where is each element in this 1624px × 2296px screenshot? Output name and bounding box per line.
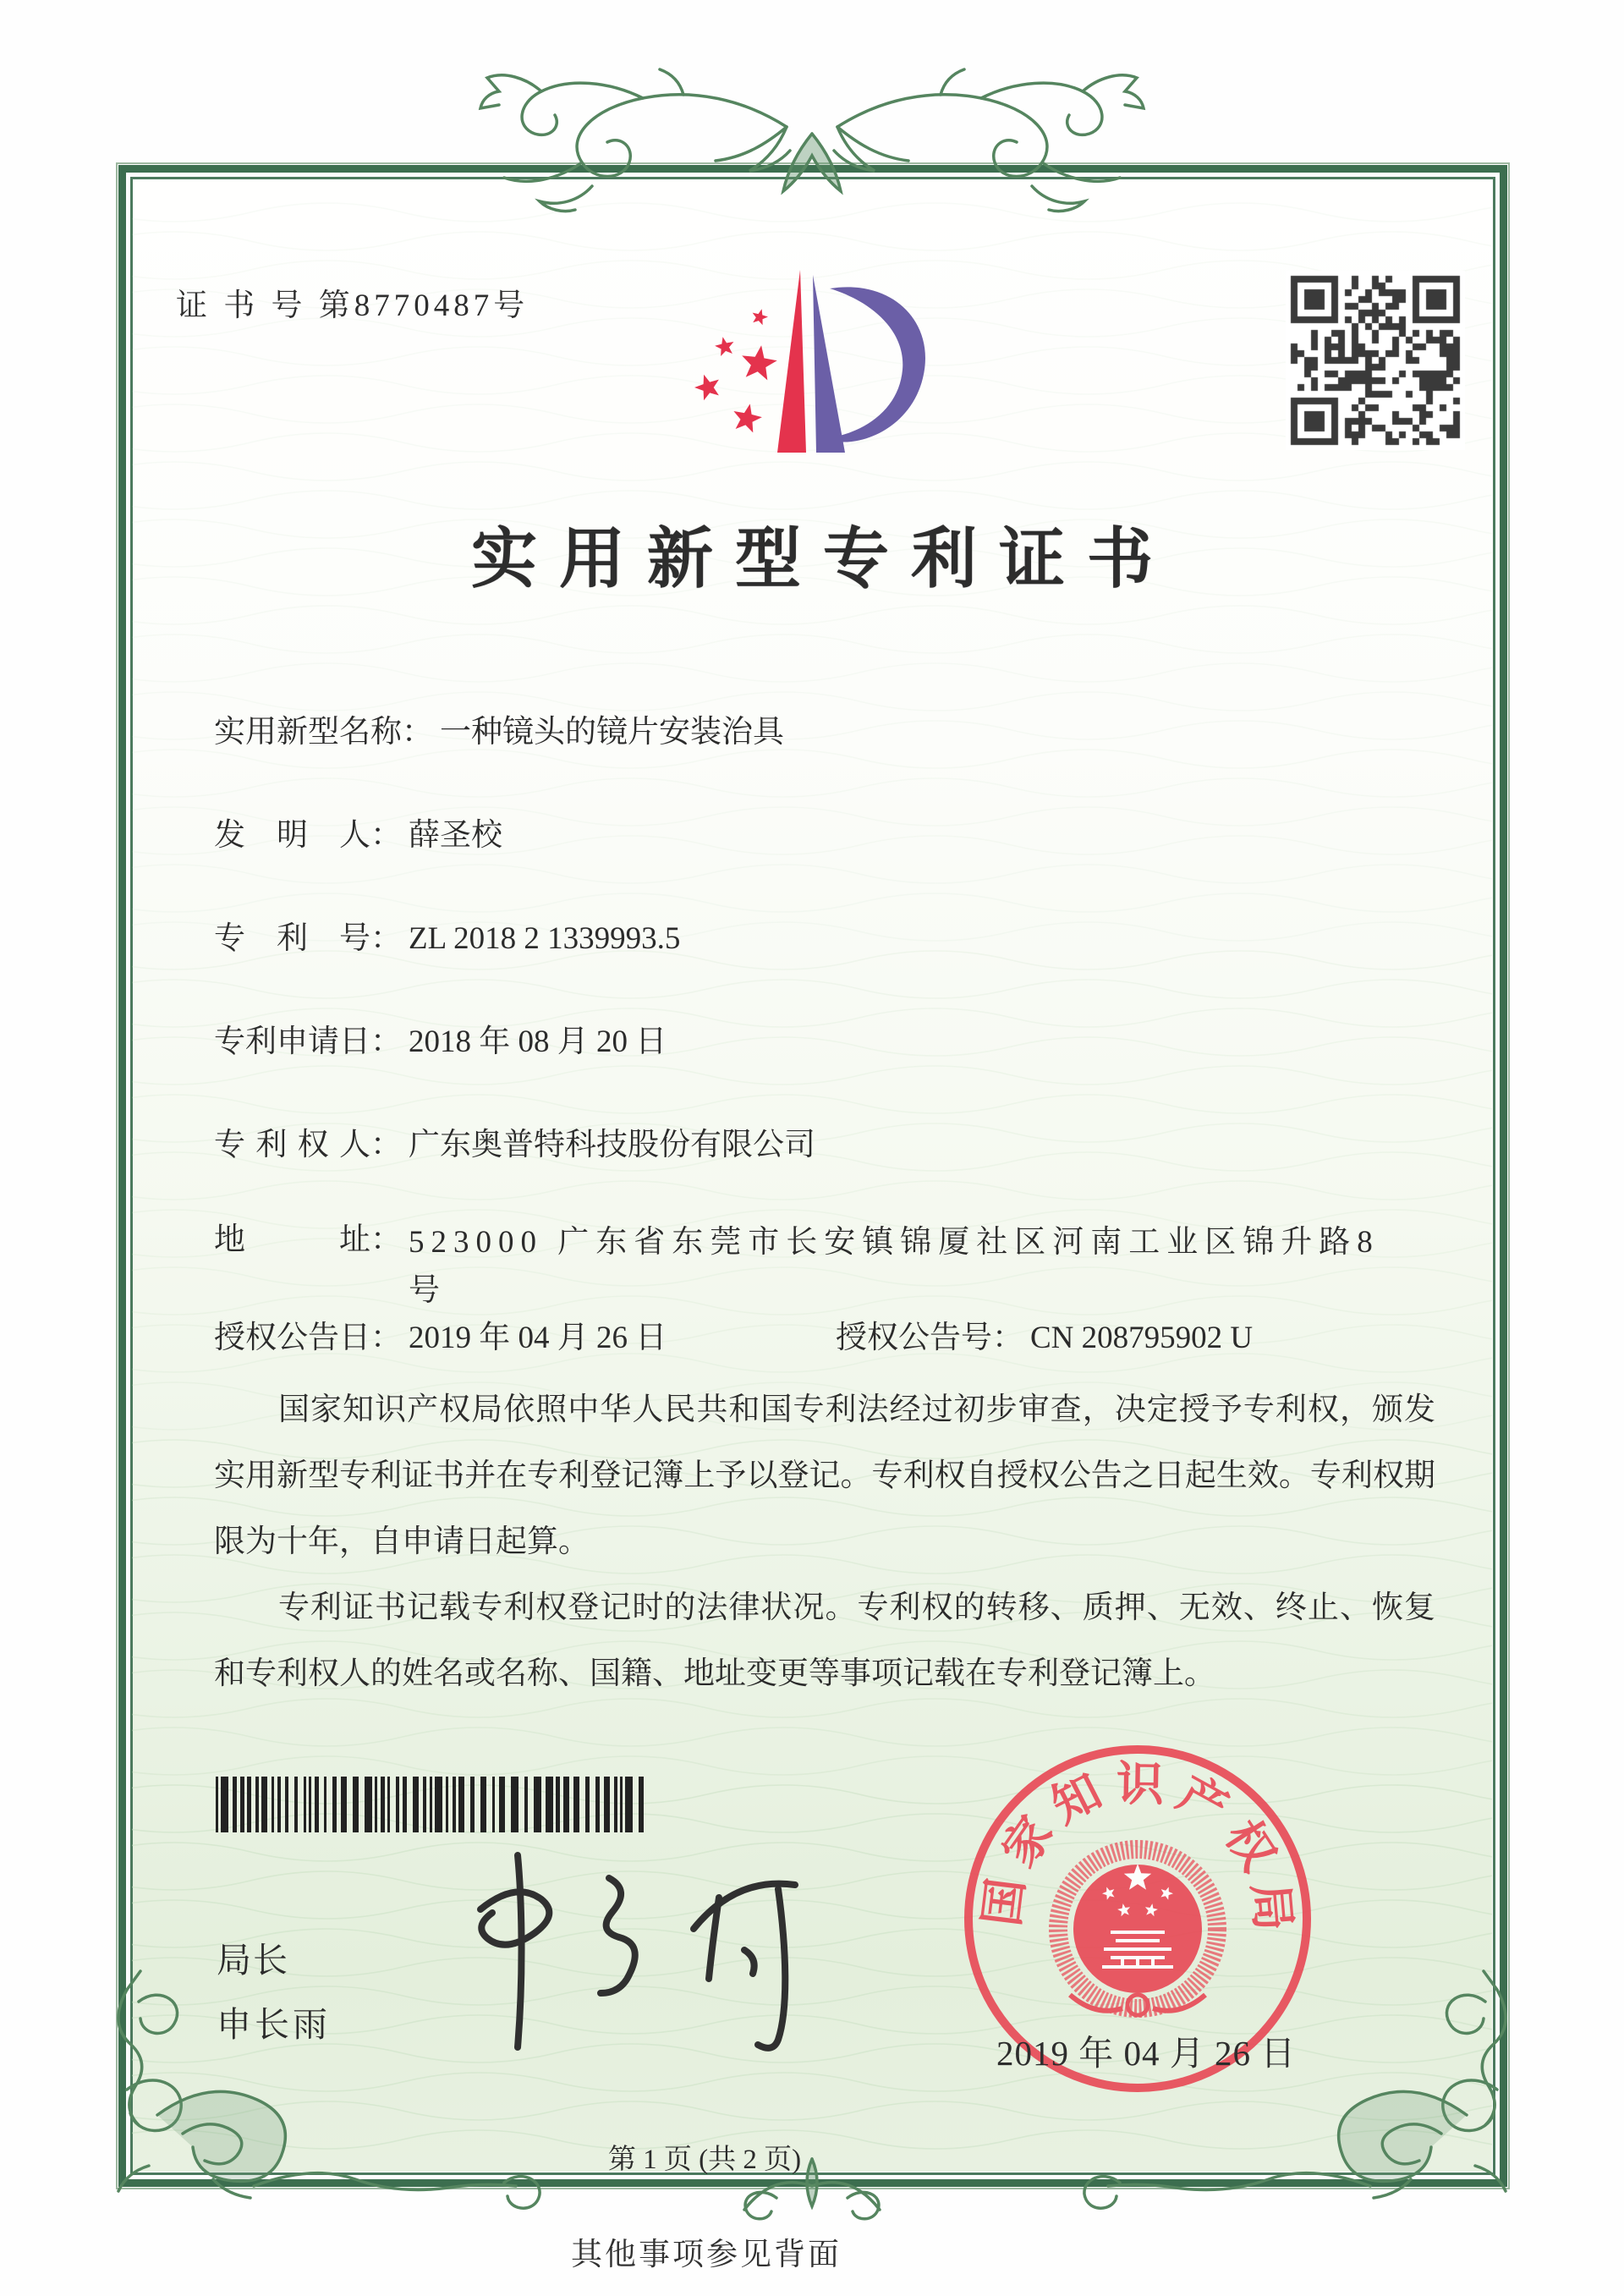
barcode-bar bbox=[480, 1777, 486, 1832]
field-colon: ： bbox=[402, 715, 433, 750]
field-row-patent-no bbox=[214, 917, 1466, 961]
field-row-grant bbox=[214, 1316, 1466, 1360]
logo-stars bbox=[694, 309, 777, 432]
signature-icon bbox=[440, 1848, 846, 2073]
field-value: 2018 年 08 月 20 日 bbox=[409, 1024, 667, 1059]
field-colon: ： bbox=[370, 818, 402, 853]
legal-paragraph-1: 国家知识产权局依照中华人民共和国专利法经过初步审查，决定授予专利权，颁发实用新型专利证书并在专利登记簿上予以登记。专利权自授权公告之日起生效。专利权期限为十年，自申请日起算。 bbox=[214, 1392, 1435, 1559]
barcode-bar bbox=[365, 1777, 372, 1832]
field-value: ZL 2018 2 1339993.5 bbox=[409, 921, 681, 956]
field-row-patentee bbox=[214, 1123, 1466, 1167]
field-label: 专利号 bbox=[214, 921, 370, 956]
field-value: CN 208795902 U bbox=[1030, 1321, 1254, 1355]
barcode-bar bbox=[347, 1777, 353, 1832]
barcode-bar bbox=[261, 1777, 267, 1832]
barcode-bar bbox=[326, 1777, 332, 1832]
seal-char: 知 bbox=[1044, 1765, 1111, 1834]
barcode-bar bbox=[464, 1777, 470, 1832]
barcode-bar bbox=[633, 1777, 639, 1832]
barcode-bar bbox=[604, 1777, 610, 1832]
seal-national-emblem bbox=[1058, 1849, 1217, 2015]
field-row-name bbox=[214, 711, 1466, 755]
field-label: 专利权人 bbox=[214, 1128, 370, 1162]
logo-purple-wedge bbox=[813, 275, 845, 453]
field-value: 523000 广东省东莞市长安镇锦厦社区河南工业区锦升路8号 bbox=[409, 1225, 1380, 1308]
field-label: 地址 bbox=[214, 1222, 370, 1257]
commissioner-title: 局长 bbox=[217, 1941, 289, 1980]
commissioner-name: 申长雨 bbox=[217, 2005, 331, 2044]
field-row-inventor bbox=[214, 814, 1466, 858]
barcode-bar bbox=[458, 1777, 464, 1832]
qr-code-icon bbox=[1286, 271, 1465, 450]
field-colon: ： bbox=[370, 1128, 402, 1162]
field-colon: ： bbox=[992, 1321, 1023, 1355]
field-label: 发明人 bbox=[214, 818, 370, 853]
field-value: 薛圣校 bbox=[409, 818, 502, 853]
barcode-bar bbox=[499, 1777, 505, 1832]
field-row-address bbox=[214, 1218, 1466, 1315]
field-label: 授权公告日 bbox=[214, 1321, 370, 1355]
field-colon: ： bbox=[370, 921, 402, 956]
seal-char: 局 bbox=[1243, 1881, 1299, 1933]
barcode-bar bbox=[475, 1777, 480, 1832]
barcode-bar bbox=[528, 1777, 534, 1832]
barcode-bar bbox=[563, 1777, 569, 1832]
barcode-bar bbox=[546, 1777, 553, 1832]
barcode-bar bbox=[534, 1777, 541, 1832]
field-colon: ： bbox=[370, 1222, 402, 1257]
certificate-number: 证 书 号 第8770487号 bbox=[176, 288, 529, 323]
seal-date: 2019 年 04 月 26 日 bbox=[996, 2034, 1297, 2073]
field-row-filing-date bbox=[214, 1020, 1466, 1064]
seal-char: 家 bbox=[993, 1807, 1064, 1877]
field-value: 广东奥普特科技股份有限公司 bbox=[409, 1128, 815, 1162]
barcode-bar bbox=[518, 1777, 524, 1832]
star-icon bbox=[694, 375, 719, 400]
star-icon bbox=[753, 309, 768, 325]
star-icon bbox=[742, 345, 777, 380]
barcode-bar bbox=[390, 1777, 396, 1832]
barcode-bar bbox=[573, 1777, 579, 1832]
certificate-title: 实用新型专利证书 bbox=[470, 522, 1175, 596]
barcode-bar bbox=[407, 1777, 413, 1832]
barcode-bar bbox=[435, 1777, 442, 1832]
field-label: 专利申请日 bbox=[214, 1024, 370, 1059]
seal-char: 国 bbox=[976, 1876, 1034, 1930]
logo-red-wedge bbox=[777, 270, 806, 453]
barcode-bar bbox=[413, 1777, 419, 1832]
barcode-bar bbox=[590, 1777, 595, 1832]
star-icon bbox=[733, 404, 762, 432]
legal-paragraphs bbox=[214, 1377, 1435, 1707]
cnipa-logo-icon bbox=[672, 241, 926, 465]
field-value: 一种镜头的镜片安装治具 bbox=[440, 715, 784, 750]
back-side-note: 其他事项参见背面 bbox=[571, 2238, 842, 2272]
barcode-bar bbox=[511, 1777, 518, 1832]
field-colon: ： bbox=[370, 1321, 402, 1355]
field-label: 授权公告号 bbox=[836, 1321, 992, 1355]
barcode-bar bbox=[341, 1777, 347, 1832]
star-icon bbox=[715, 337, 733, 356]
field-colon: ： bbox=[370, 1024, 402, 1059]
seal-char: 识 bbox=[1116, 1758, 1165, 1812]
barcode-bar bbox=[579, 1777, 585, 1832]
barcode-bar bbox=[221, 1777, 228, 1832]
field-label: 实用新型名称 bbox=[214, 715, 402, 750]
barcode-bar bbox=[288, 1777, 294, 1832]
page-number: 第 1 页 (共 2 页) bbox=[607, 2145, 802, 2175]
barcode-bar bbox=[359, 1777, 365, 1832]
barcode-bar bbox=[319, 1777, 325, 1832]
seal-char: 产 bbox=[1169, 1767, 1237, 1837]
grant-number-pair bbox=[836, 1316, 1253, 1360]
barcode-bar bbox=[625, 1777, 633, 1832]
seal-char: 权 bbox=[1215, 1811, 1285, 1881]
barcode-bar bbox=[505, 1777, 511, 1832]
barcode-bar bbox=[298, 1777, 304, 1832]
barcode-icon bbox=[216, 1777, 644, 1832]
barcode-bar bbox=[639, 1777, 644, 1832]
field-value: 2019 年 04 月 26 日 bbox=[409, 1321, 667, 1355]
barcode-bar bbox=[486, 1777, 492, 1832]
barcode-bar bbox=[353, 1777, 359, 1832]
legal-paragraph-2: 专利证书记载专利权登记时的法律状况。专利权的转移、质押、无效、终止、恢复和专利权人的姓名或名称、国籍、地址变更等事项记载在专利登记簿上。 bbox=[214, 1590, 1435, 1691]
